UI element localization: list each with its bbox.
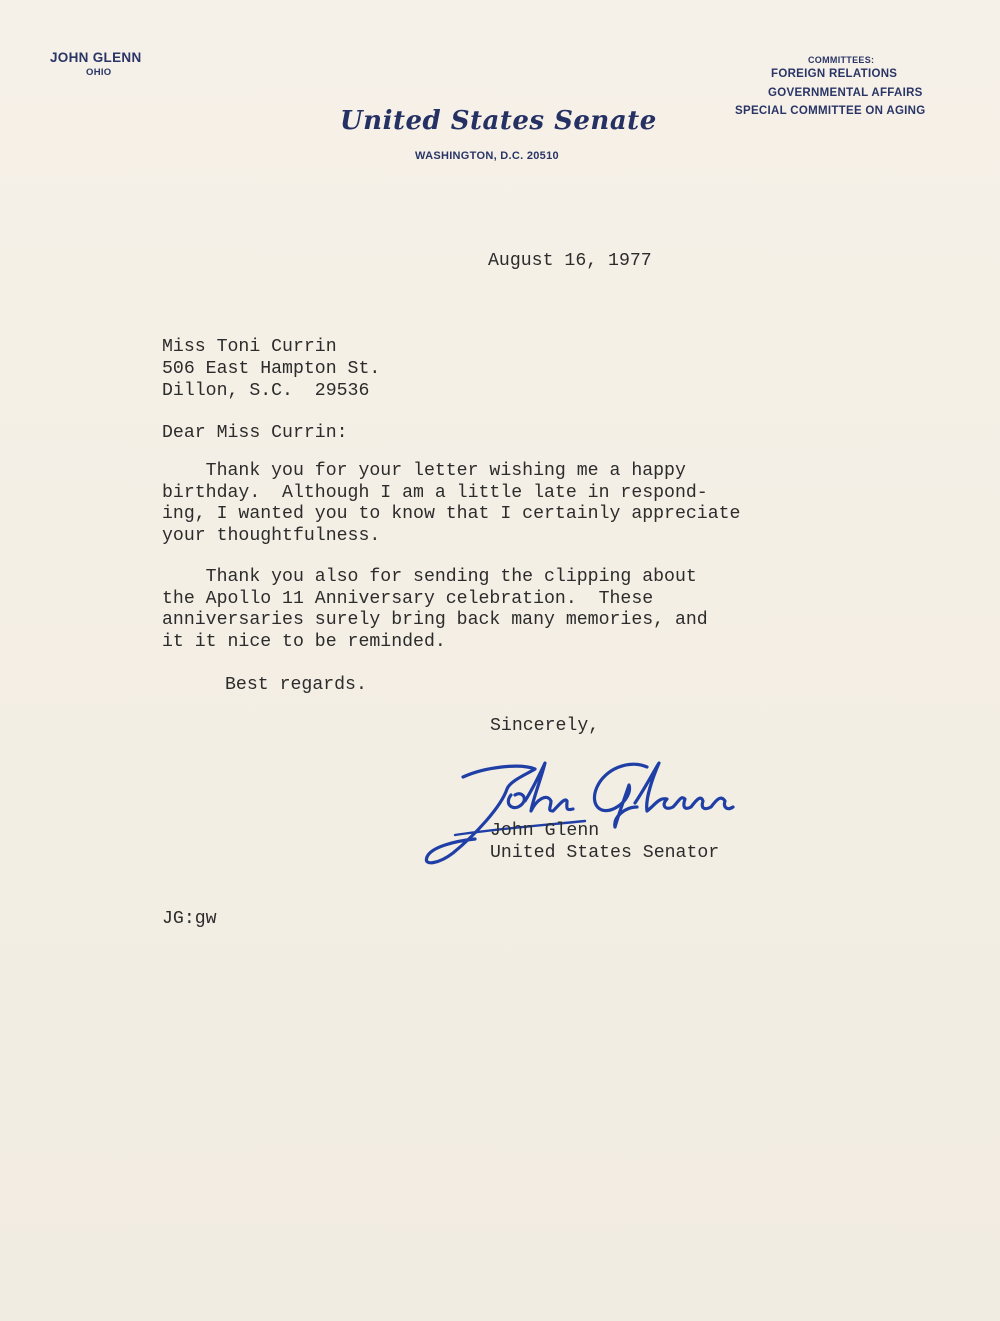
signature-title: United States Senator bbox=[490, 843, 720, 863]
letterhead-committee: GOVERNMENTAL AFFAIRS bbox=[768, 87, 923, 99]
letterhead-city: WASHINGTON, D.C. 20510 bbox=[415, 150, 559, 162]
body-paragraph: Thank you for your letter wishing me a happy birthday. Although I am a little late in respond- ing, I wanted you to know that I certainly appreciate your thoughtfulness. bbox=[162, 461, 741, 546]
letterhead-title: United States Senate bbox=[340, 106, 657, 136]
letterhead-senator-state: OHIO bbox=[86, 67, 112, 78]
letterhead-committee: SPECIAL COMMITTEE ON AGING bbox=[735, 105, 926, 117]
recipient-address-line: Dillon, S.C. 29536 bbox=[162, 381, 370, 401]
salutation: Dear Miss Currin: bbox=[162, 423, 348, 443]
reference-initials: JG:gw bbox=[162, 909, 217, 929]
letterhead-committee: FOREIGN RELATIONS bbox=[771, 68, 898, 80]
signature-name: John Glenn bbox=[490, 821, 600, 841]
body-paragraph: Thank you also for sending the clipping about the Apollo 11 Anniversary celebration. These anniversaries surely bring back many memories, and it it nice to be reminded. bbox=[162, 567, 708, 652]
letterhead-senator-name: JOHN GLENN bbox=[50, 50, 142, 65]
letter-date: August 16, 1977 bbox=[488, 251, 652, 271]
recipient-address-line: Miss Toni Currin bbox=[162, 337, 337, 357]
letterhead-committees-label: COMMITTEES: bbox=[808, 55, 875, 65]
closing-regards: Best regards. bbox=[225, 675, 367, 695]
sign-off: Sincerely, bbox=[490, 716, 600, 736]
recipient-address-line: 506 East Hampton St. bbox=[162, 359, 381, 379]
